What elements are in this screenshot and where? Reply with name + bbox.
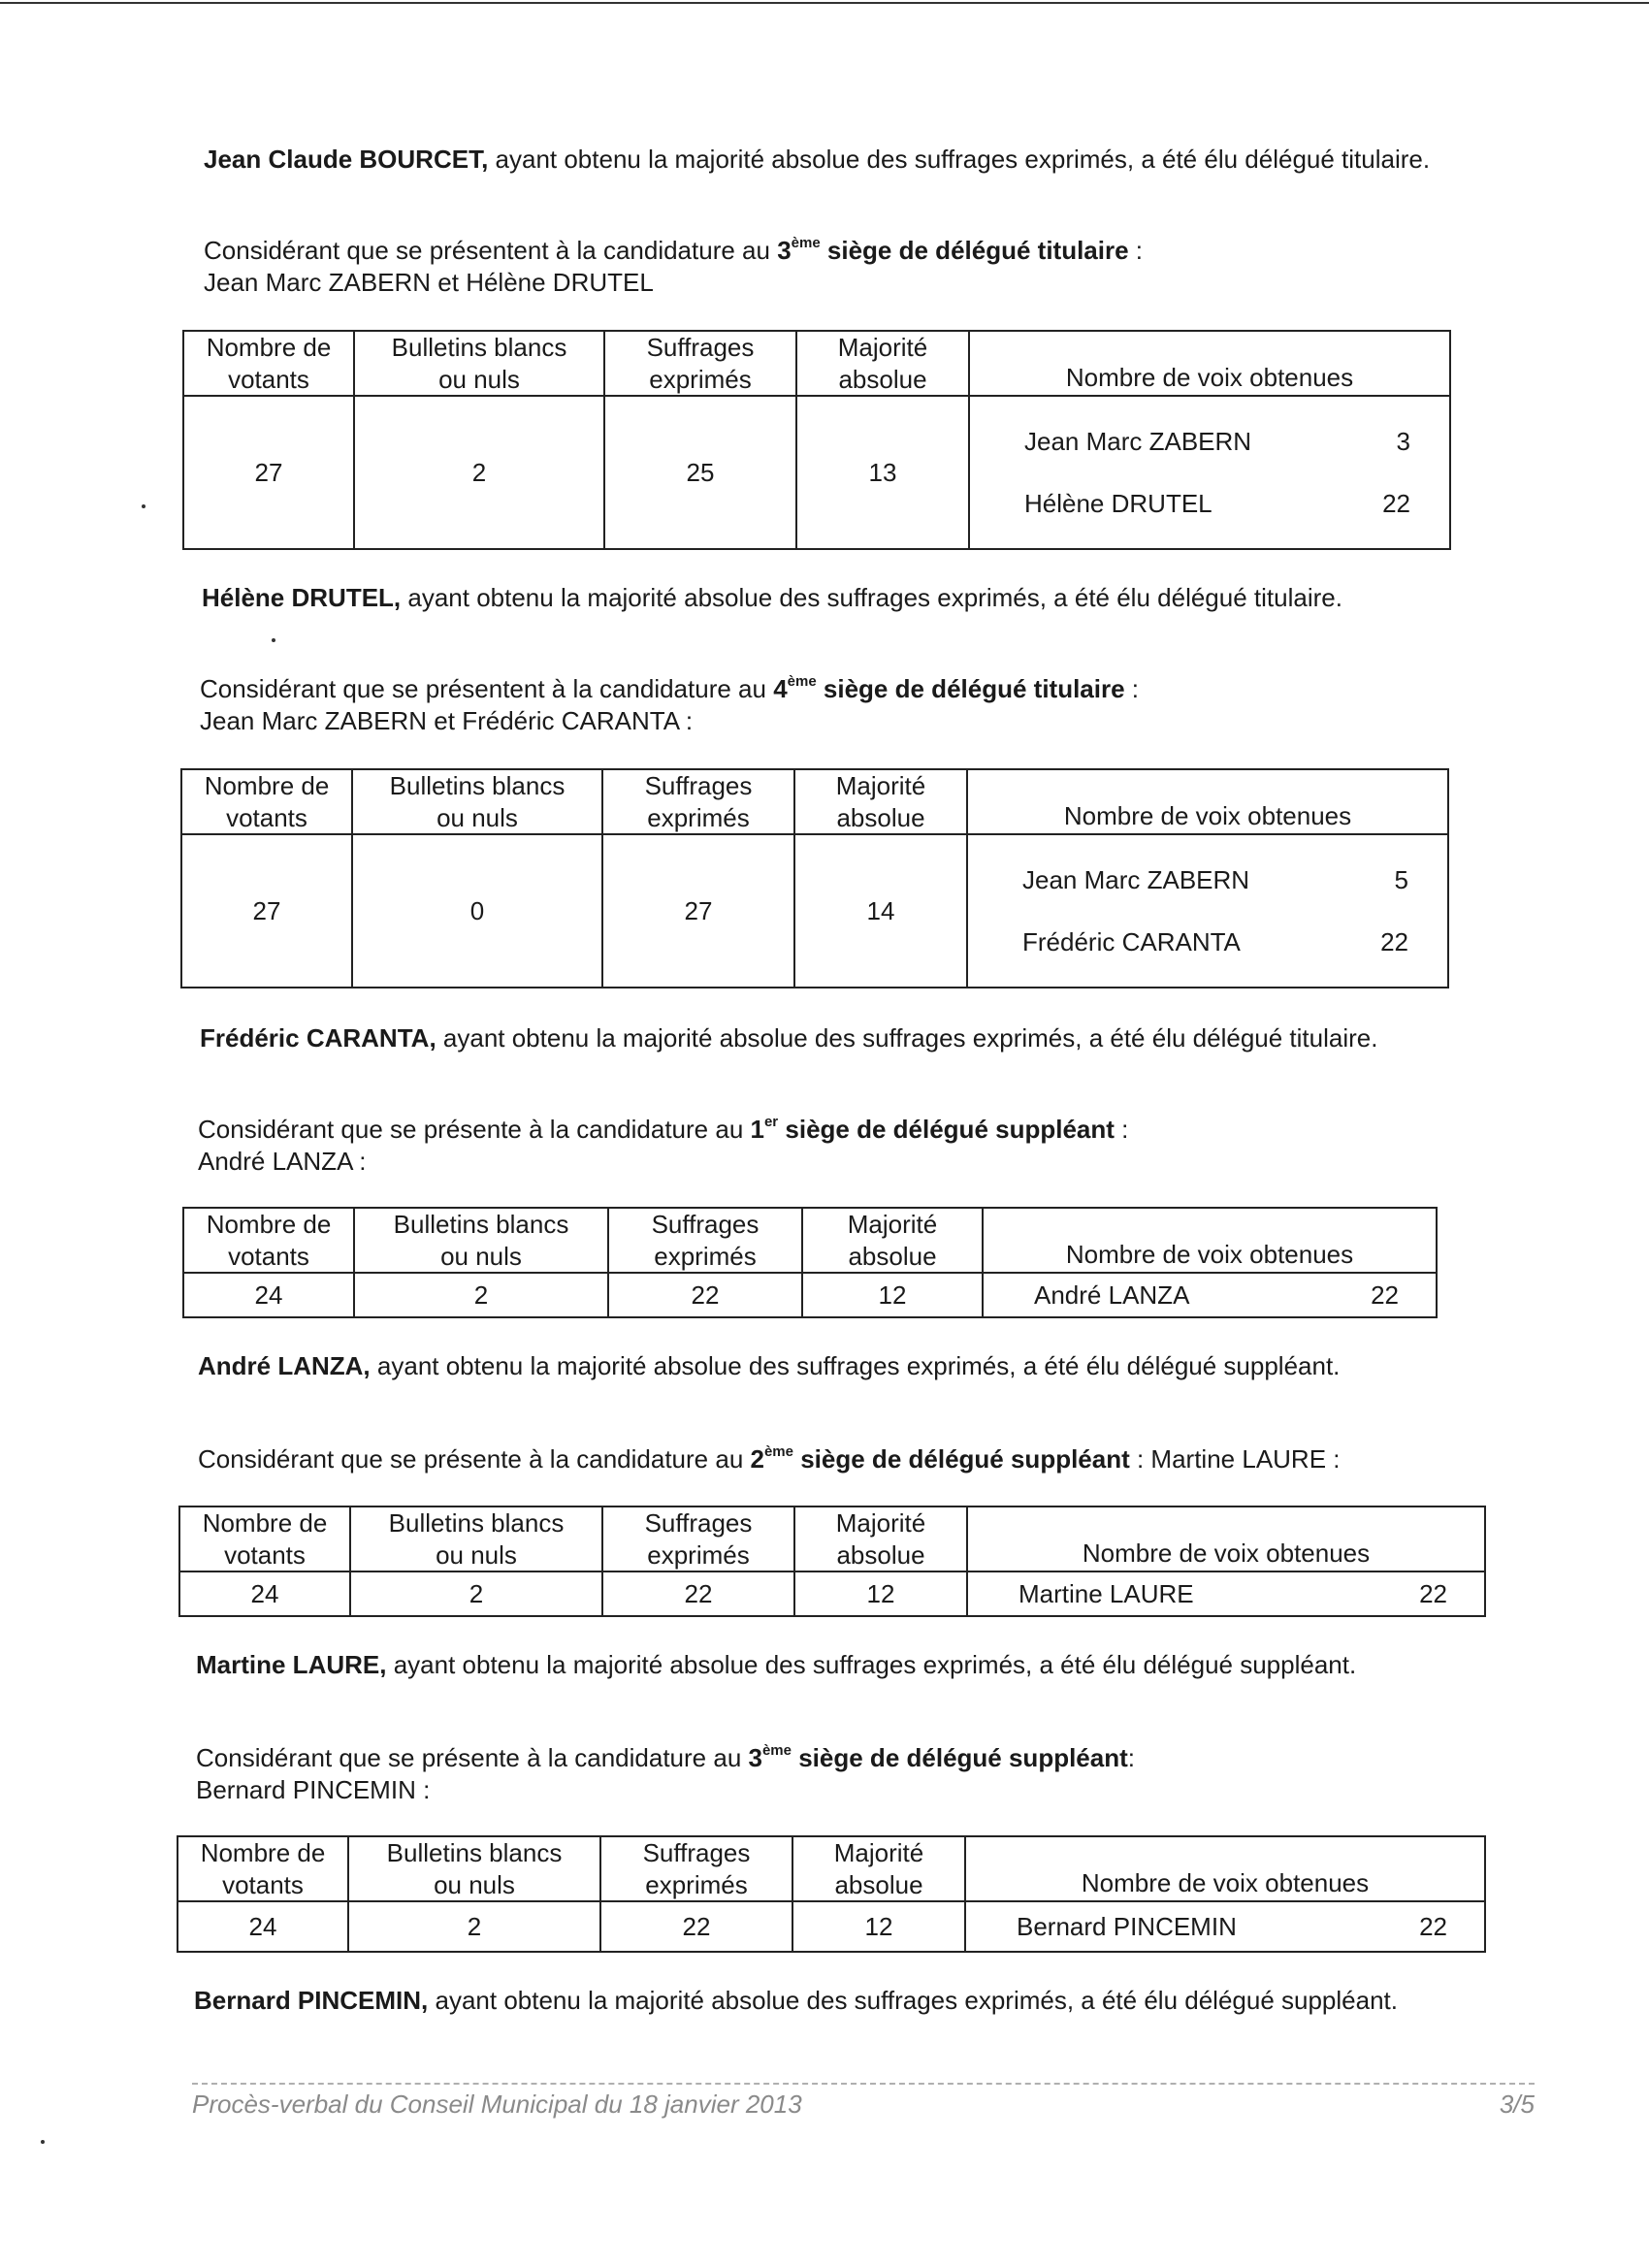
cell-majorite: 14	[794, 834, 967, 988]
statement-text: Considérant que se présentent à la candidature au	[204, 236, 778, 265]
header-voix: Nombre de voix obtenues	[965, 1836, 1485, 1901]
cell-votants: 27	[181, 834, 352, 988]
header-votants: Nombre de votants	[179, 1507, 350, 1571]
vote-table-titulaire-4	[180, 768, 1449, 988]
cell-votants: 24	[178, 1901, 348, 1952]
statement-text: Considérant que se présentent à la candidature au	[200, 674, 774, 703]
seat-label: siège de délégué suppléant	[792, 1743, 1128, 1772]
statement-tail: :	[1124, 674, 1140, 703]
cell-blancs: 2	[354, 1273, 608, 1317]
seat-label: siège de délégué suppléant	[778, 1115, 1115, 1144]
election-result-laure	[196, 1649, 1356, 1681]
candidates-line: Jean Marc ZABERN et Frédéric CARANTA :	[200, 705, 694, 735]
cell-votants: 24	[179, 1571, 350, 1616]
candidate-result: Jean Marc ZABERN 5	[1022, 864, 1408, 894]
header-voix: Nombre de voix obtenues	[967, 769, 1448, 834]
candidates-line: André LANZA :	[198, 1146, 367, 1176]
header-majorite: Majorité absolue	[792, 1836, 965, 1901]
header-voix: Nombre de voix obtenues	[969, 331, 1450, 396]
statement-text: Considérant que se présente à la candidature au	[196, 1743, 749, 1772]
election-result-bourcet	[204, 144, 1430, 176]
result-text: ayant obtenu la majorité absolue des suffrages exprimés, a été élu délégué titulaire.	[401, 583, 1342, 612]
cell-blancs: 2	[348, 1901, 600, 1952]
election-result-drutel	[202, 582, 1342, 614]
scan-speck	[41, 2140, 45, 2144]
header-blancs: Bulletins blancs ou nuls	[352, 769, 602, 834]
seat-ordinal: 3	[777, 236, 792, 265]
cell-majorite: 12	[792, 1901, 965, 1952]
cell-blancs: 2	[354, 396, 604, 549]
cell-blancs: 2	[350, 1571, 602, 1616]
statement-text: Considérant que se présente à la candidature au	[198, 1115, 751, 1144]
cell-voix	[967, 1571, 1485, 1616]
seat-ordinal: 4	[773, 674, 788, 703]
page-footer	[192, 2083, 1535, 2121]
header-votants: Nombre de votants	[178, 1836, 348, 1901]
election-result-caranta	[200, 1022, 1377, 1054]
vote-table-titulaire-3	[182, 330, 1451, 550]
header-votants: Nombre de votants	[183, 331, 354, 396]
scan-speck	[272, 638, 275, 642]
header-majorite: Majorité absolue	[796, 331, 969, 396]
seat-ordinal-suffix: ème	[761, 1742, 792, 1759]
cell-majorite: 12	[794, 1571, 967, 1616]
header-majorite: Majorité absolue	[794, 769, 967, 834]
candidates-line: Jean Marc ZABERN et Hélène DRUTEL	[204, 267, 654, 297]
cell-voix	[967, 834, 1448, 988]
seat-ordinal-suffix: ème	[791, 235, 821, 251]
candidacy-statement-titulaire-3	[204, 235, 1143, 298]
cell-votants: 27	[183, 396, 354, 549]
seat-ordinal-suffix: er	[763, 1114, 779, 1130]
cell-majorite: 12	[802, 1273, 983, 1317]
cell-blancs: 0	[352, 834, 602, 988]
cell-exprimes: 27	[602, 834, 794, 988]
vote-table-suppleant-1	[182, 1207, 1438, 1318]
header-exprimes: Suffrages exprimés	[604, 331, 796, 396]
statement-text: Considérant que se présente à la candidature au	[198, 1444, 751, 1474]
scan-speck	[142, 504, 146, 508]
header-exprimes: Suffrages exprimés	[602, 1507, 794, 1571]
seat-ordinal-suffix: ème	[763, 1443, 793, 1460]
footer-title: Procès-verbal du Conseil Municipal du 18 janvier 2013	[192, 2090, 802, 2119]
result-text: ayant obtenu la majorité absolue des suffrages exprimés, a été élu délégué suppléant.	[386, 1650, 1357, 1679]
seat-label: siège de délégué titulaire	[816, 674, 1125, 703]
elected-name: Frédéric CARANTA,	[200, 1023, 436, 1053]
header-blancs: Bulletins blancs ou nuls	[348, 1836, 600, 1901]
seat-ordinal: 1	[750, 1115, 764, 1144]
seat-ordinal-suffix: ème	[787, 673, 817, 690]
cell-votants: 24	[183, 1273, 354, 1317]
cell-voix	[965, 1901, 1485, 1952]
candidacy-statement-suppleant-3	[196, 1742, 1135, 1805]
candidacy-statement-suppleant-2	[198, 1443, 1341, 1475]
cell-voix	[969, 396, 1450, 549]
result-text: ayant obtenu la majorité absolue des suffrages exprimés, a été élu délégué titulaire.	[488, 145, 1431, 174]
candidate-result: Jean Marc ZABERN 3	[1024, 426, 1410, 456]
header-blancs: Bulletins blancs ou nuls	[354, 331, 604, 396]
header-majorite: Majorité absolue	[794, 1507, 967, 1571]
statement-tail: :	[1127, 1743, 1135, 1772]
election-result-lanza	[198, 1350, 1340, 1382]
candidacy-statement-titulaire-4	[200, 673, 1139, 736]
seat-label: siège de délégué titulaire	[820, 236, 1129, 265]
elected-name: Martine LAURE,	[196, 1650, 387, 1679]
header-exprimes: Suffrages exprimés	[602, 769, 794, 834]
elected-name: André LANZA,	[198, 1351, 371, 1380]
candidate-result: Bernard PINCEMIN 22	[1017, 1911, 1447, 1941]
cell-majorite: 13	[796, 396, 969, 549]
candidate-result: Hélène DRUTEL 22	[1024, 488, 1410, 518]
candidates-line: Bernard PINCEMIN :	[196, 1774, 431, 1804]
header-votants: Nombre de votants	[183, 1208, 354, 1273]
candidate-result: Martine LAURE 22	[1018, 1578, 1447, 1608]
cell-exprimes: 22	[600, 1901, 792, 1952]
seat-ordinal: 2	[750, 1444, 764, 1474]
candidate-result: André LANZA 22	[1034, 1280, 1399, 1310]
seat-ordinal: 3	[748, 1743, 762, 1772]
cell-exprimes: 22	[608, 1273, 802, 1317]
header-voix: Nombre de voix obtenues	[983, 1208, 1437, 1273]
header-voix: Nombre de voix obtenues	[967, 1507, 1485, 1571]
cell-exprimes: 25	[604, 396, 796, 549]
result-text: ayant obtenu la majorité absolue des suffrages exprimés, a été élu délégué suppléant.	[428, 1986, 1398, 2015]
election-result-pincemin	[194, 1985, 1398, 2017]
elected-name: Bernard PINCEMIN,	[194, 1986, 429, 2015]
page-number: 3/5	[1499, 2090, 1535, 2119]
result-text: ayant obtenu la majorité absolue des suffrages exprimés, a été élu délégué suppléant.	[370, 1351, 1341, 1380]
header-votants: Nombre de votants	[181, 769, 352, 834]
statement-tail: :	[1128, 236, 1144, 265]
statement-tail: :	[1114, 1115, 1129, 1144]
cell-voix	[983, 1273, 1437, 1317]
elected-name: Jean Claude BOURCET,	[204, 145, 489, 174]
header-blancs: Bulletins blancs ou nuls	[350, 1507, 602, 1571]
elected-name: Hélène DRUTEL,	[202, 583, 402, 612]
candidate-result: Frédéric CARANTA 22	[1022, 926, 1408, 956]
vote-table-suppleant-2	[178, 1506, 1486, 1617]
header-blancs: Bulletins blancs ou nuls	[354, 1208, 608, 1273]
header-majorite: Majorité absolue	[802, 1208, 983, 1273]
vote-table-suppleant-3	[177, 1835, 1486, 1953]
header-exprimes: Suffrages exprimés	[608, 1208, 802, 1273]
scan-top-edge	[0, 2, 1649, 4]
result-text: ayant obtenu la majorité absolue des suffrages exprimés, a été élu délégué titulaire.	[436, 1023, 1378, 1053]
header-exprimes: Suffrages exprimés	[600, 1836, 792, 1901]
cell-exprimes: 22	[602, 1571, 794, 1616]
statement-tail: : Martine LAURE :	[1129, 1444, 1341, 1474]
candidacy-statement-suppleant-1	[198, 1114, 1128, 1177]
seat-label: siège de délégué suppléant	[793, 1444, 1130, 1474]
